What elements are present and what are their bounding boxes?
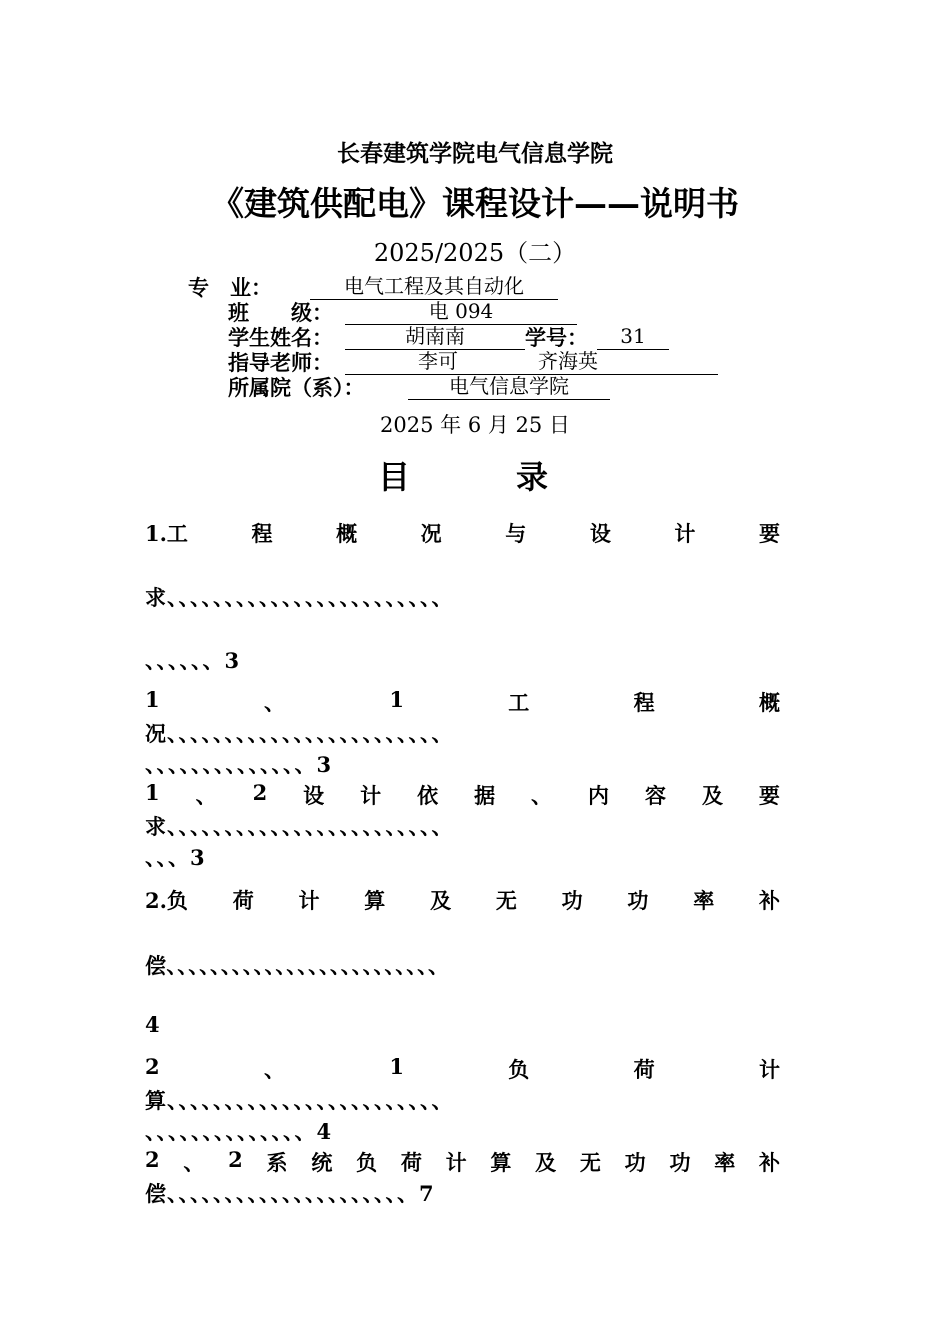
major-value: 电气工程及其自动化 — [310, 274, 558, 300]
advisor-value-2: 齐海英 — [538, 349, 598, 373]
toc-token: 况 — [420, 521, 442, 546]
toc-token: 设 — [303, 783, 325, 808]
toc-entry-2-1[interactable] — [145, 1054, 780, 1084]
toc-entry-2-leader: 偿、、、、、、、、、、、、、、、、、、、、、、、、、 — [145, 953, 450, 978]
toc-token: 、 — [195, 783, 217, 808]
toc-token: 功 — [624, 1150, 646, 1175]
toc-entry-1-2-page: 、、、3 — [145, 845, 206, 870]
toc-token: 2 — [228, 1147, 243, 1172]
toc-token: 、 — [263, 1057, 285, 1082]
toc-entry-1-1-leader: 况、、、、、、、、、、、、、、、、、、、、、、、、 — [145, 721, 454, 746]
toc-entry-1-leader: 求、、、、、、、、、、、、、、、、、、、、、、、、 — [145, 585, 454, 610]
advisor-label: 指导老师： — [228, 350, 333, 375]
toc-entry-2-page: 4 — [145, 1012, 161, 1037]
toc-token: 功 — [669, 1150, 691, 1175]
toc-token: 工 — [508, 690, 530, 715]
toc-token: 及 — [535, 1150, 557, 1175]
toc-entry-2-2-leader: 偿、、、、、、、、、、、、、、、、、、、、、7 — [145, 1181, 435, 1206]
toc-token: 计 — [674, 521, 696, 546]
department-label: 所属院（系）： — [228, 375, 365, 400]
toc-entry-1-1-page: 、、、、、、、、、、、、、、3 — [145, 752, 333, 777]
toc-token: 负 — [356, 1150, 378, 1175]
toc-token: 1.工 — [145, 521, 188, 546]
toc-token: 补 — [758, 1150, 780, 1175]
toc-token: 、 — [531, 783, 553, 808]
toc-token: 及 — [701, 783, 723, 808]
toc-token: 统 — [311, 1150, 333, 1175]
student-name-label: 学生姓名： — [228, 325, 333, 350]
toc-token: 要 — [758, 783, 780, 808]
toc-token: 2 — [145, 1147, 160, 1172]
toc-entry-1-2-leader: 求、、、、、、、、、、、、、、、、、、、、、、、、 — [145, 814, 454, 839]
toc-token: 算 — [490, 1150, 512, 1175]
toc-entry-2-1-leader: 算、、、、、、、、、、、、、、、、、、、、、、、、 — [145, 1088, 454, 1113]
toc-token: 无 — [579, 1150, 601, 1175]
toc-entry-1-2[interactable] — [145, 780, 780, 810]
toc-token: 荷 — [400, 1150, 422, 1175]
major-label: 专 业： — [188, 275, 272, 300]
advisor-value-1: 李可 — [418, 349, 458, 373]
toc-token: 1 — [389, 1054, 404, 1079]
toc-token: 程 — [251, 521, 273, 546]
toc-token: 计 — [360, 783, 382, 808]
toc-token: 计 — [445, 1150, 467, 1175]
toc-entry-2-1-page: 、、、、、、、、、、、、、、4 — [145, 1119, 333, 1144]
toc-token: 内 — [588, 783, 609, 808]
class-label: 班 级： — [228, 300, 333, 325]
student-id-label: 学号： — [525, 325, 588, 350]
toc-token: 2.负 — [145, 888, 188, 913]
document-date: 2025 年 6 月 25 日 — [380, 413, 570, 437]
toc-token: 要 — [758, 521, 780, 546]
toc-token: 程 — [633, 690, 655, 715]
toc-token: 与 — [505, 521, 527, 546]
toc-token: 负 — [508, 1057, 530, 1082]
toc-token: 计 — [298, 888, 320, 913]
academic-year: 2025/2025（二） — [373, 239, 577, 267]
toc-token: 荷 — [633, 1057, 655, 1082]
toc-token: 1 — [389, 687, 404, 712]
toc-heading-char-2: 录 — [516, 458, 549, 496]
toc-token: 1 — [145, 687, 160, 712]
toc-token: 补 — [758, 888, 780, 913]
toc-token: 计 — [758, 1057, 780, 1082]
toc-entry-1-page: 、、、、、、3 — [145, 648, 241, 673]
toc-entry-1[interactable] — [145, 518, 780, 548]
toc-token: 概 — [758, 690, 780, 715]
toc-token: 容 — [644, 783, 666, 808]
toc-token: 功 — [627, 888, 649, 913]
toc-token: 概 — [336, 521, 358, 546]
class-value: 电 094 — [345, 299, 577, 325]
toc-token: 率 — [714, 1150, 736, 1175]
toc-entry-1-1[interactable] — [145, 687, 780, 717]
toc-token: 、 — [263, 690, 285, 715]
document-title: 《建筑供配电》课程设计——说明书 — [211, 184, 739, 223]
toc-entry-2[interactable] — [145, 885, 780, 915]
toc-token: 据 — [474, 783, 496, 808]
toc-token: 设 — [589, 521, 611, 546]
toc-entry-2-2[interactable] — [145, 1147, 780, 1177]
toc-token: 2 — [252, 780, 268, 805]
toc-token: 及 — [430, 888, 452, 913]
toc-heading-char-1: 目 — [378, 458, 411, 496]
toc-token: 依 — [417, 783, 439, 808]
toc-token: 无 — [495, 888, 517, 913]
toc-token: 荷 — [232, 888, 254, 913]
toc-token: 算 — [364, 888, 386, 913]
toc-token: 系 — [266, 1150, 288, 1175]
toc-token: 、 — [183, 1150, 205, 1175]
advisor-underline — [345, 349, 718, 375]
toc-token: 率 — [693, 888, 715, 913]
toc-token: 功 — [561, 888, 583, 913]
student-id-value: 31 — [597, 324, 669, 350]
toc-token: 1 — [145, 780, 160, 805]
department-value: 电气信息学院 — [408, 374, 610, 400]
toc-token: 2 — [145, 1054, 160, 1079]
student-name-value: 胡南南 — [345, 324, 525, 350]
school-name: 长春建筑学院电气信息学院 — [337, 140, 613, 167]
